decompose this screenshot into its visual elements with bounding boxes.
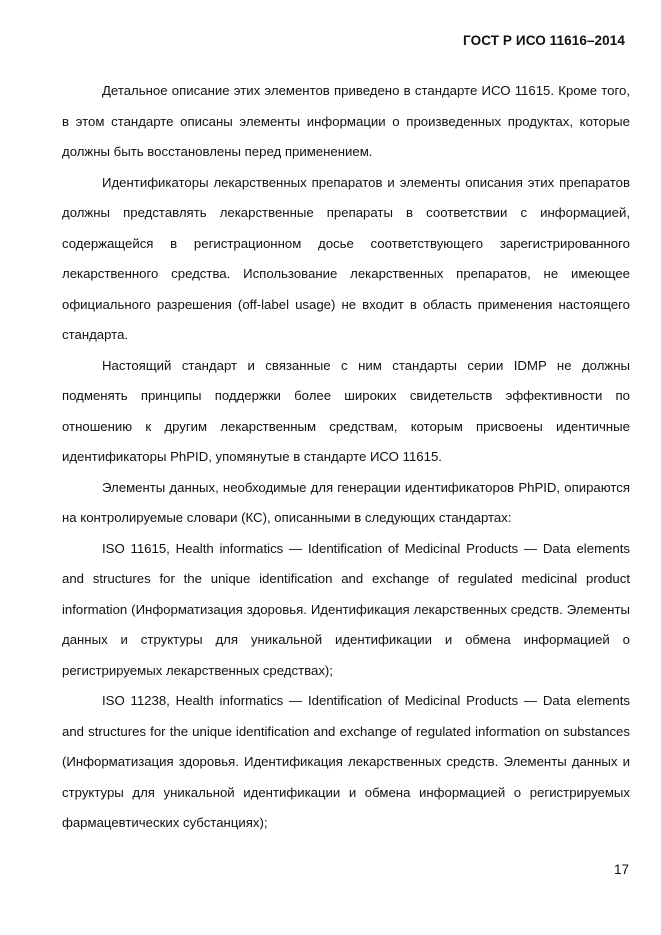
paragraph-iso-11238: ISO 11238, Health informatics — Identification of Medicinal Products — Data elements and structures for the unique identification and exchange of regulated information on substances (Информатизация здоровья. Идентификация лекарственных средств. Элементы данных и структуры для уникальной идентификации и обмена информацией о регистрируемых фармацевтических субстанциях); — [62, 693, 630, 830]
paragraph-idmp-standards: Настоящий стандарт и связанные с ним стандарты серии IDMP не должны подменять принципы поддержки более широких свидетельств эффективности по отношению к другим лекарственным средствам, которым присвоены идентичные идентификаторы PhPID, упомянутые в стандарте ИСО 11615. — [62, 357, 630, 464]
paragraph-description-detail: Детальное описание этих элементов приведено в стандарте ИСО 11615. Кроме того, в этом стандарте описаны элементы информации о произведенных продуктах, которые должны быть восстановлены перед применением. — [62, 83, 630, 159]
paragraph-identifiers: Идентификаторы лекарственных препаратов и элементы описания этих препаратов должны представлять лекарственные препараты в соответствии с информацией, содержащейся в регистрационном досье соответствующего зарегистрированного лекарственного средства. Использование лекарственных препаратов, не имеющее официального разрешения (off-label usage) не входит в область применения настоящего стандарта. — [62, 174, 630, 342]
page-number: 17 — [613, 862, 629, 877]
paragraph-iso-11615: ISO 11615, Health informatics — Identification of Medicinal Products — Data elements and structures for the unique identification and exchange of regulated medicinal product information (Информатизация здоровья. Идентификация лекарственных средств. Элементы данных и структуры для уникальной идентификации и обмена информацией о регистрируемых лекарственных средствах); — [62, 540, 630, 678]
document-standard-title: ГОСТ Р ИСО 11616–2014 — [463, 33, 625, 48]
page-body — [62, 76, 630, 839]
paragraph-data-elements: Элементы данных, необходимые для генерации идентификаторов PhPID, опираются на контролируемые словари (КС), описанными в следующих стандартах: — [62, 479, 630, 525]
